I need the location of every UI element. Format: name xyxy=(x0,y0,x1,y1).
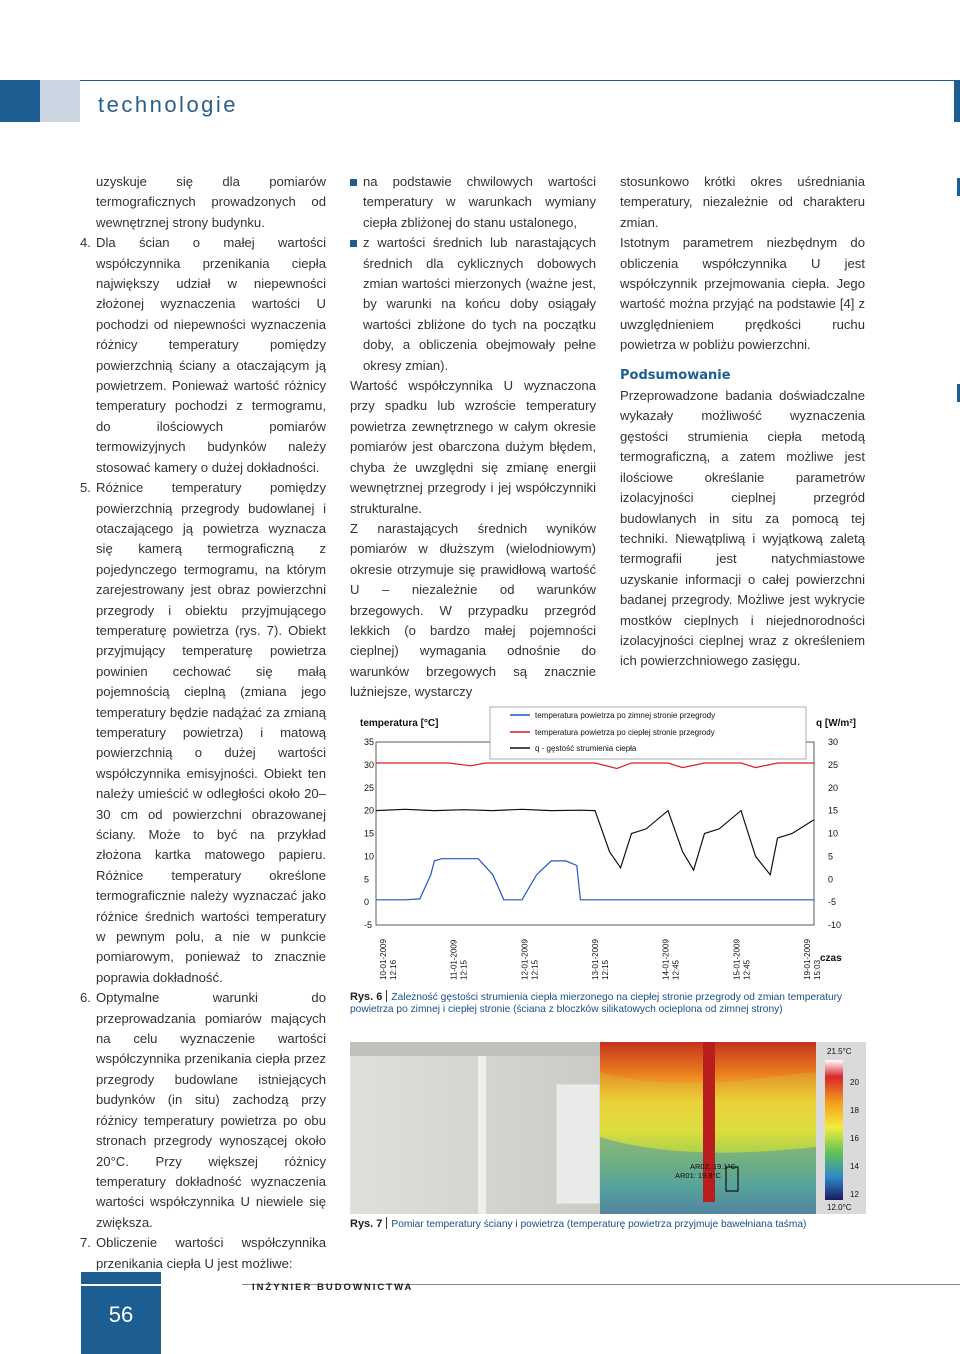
y-tick-label: -5 xyxy=(364,920,373,930)
paragraph: uzyskuje się dla pomiarów termograficznych prowadzonych od wewnętrznej strony budynku. xyxy=(96,174,326,230)
header-right-bar xyxy=(954,80,960,122)
y-tick-label: 5 xyxy=(364,874,370,885)
text-column-2 xyxy=(350,172,596,703)
y-tick-label: 20 xyxy=(364,805,375,816)
y2-tick-label: 25 xyxy=(828,759,839,770)
y2-tick-label: -5 xyxy=(828,897,837,908)
scale-min: 12.0°C xyxy=(827,1203,852,1212)
paragraph: Z narastających średnich wyników pomiarów w dłuższym (wielodniowym) okresie otrzymuje się prawidłową wartość U – niezależnie od warunków brzegowych. W przypadku przegród lekkich (o bardzo małej pojemności cieplnej) wymagania odnośnie do warunków brzegowych są znacznie luźniejsze, wystarczy xyxy=(350,520,596,700)
page-number: 56 xyxy=(108,1302,134,1327)
bullet-item: na podstawie chwilowych wartości temperatury w warunkach wymiany ciepła zbliżonej do stanu ustalonego, xyxy=(350,172,596,233)
list-text: Różnice temperatury pomiędzy powierzchnią przegrody budowlanej i otaczającego ją powietrza wyznacza się kamerą termograficzną z pojedynczego termogramu, na którym zarejestrowany jest obraz powierzchni przegrody i obiektu przyjmującego temperaturę powietrza (rys. 7). Obiekt przyjmujący temperaturę powietrza powinien cechować się małą pojemnością cieplną (zmiana jego temperatury będzie nadążać za zmianą temperatury powietrza) i matową powierzchnią o dużej wartości współczynnika emisyjności. Obiekt ten należy umieścić w odległości około 20–30 cm od powierzchni obrazowanej ściany. Może to być na przykład złożona kartka matowego papieru. Różnice temperatury określone termograficznie należy wyznaczać jako różnice średnich wartości temperatury w pewnym polu, a nie w punkcie pomiarowym, ponieważ to znacznie poprawia dokładność. xyxy=(96,480,326,985)
magazine-title: INŻYNIER BUDOWNICTWA xyxy=(252,1282,414,1293)
scale-tick: 14 xyxy=(850,1162,859,1171)
scale-tick: 16 xyxy=(850,1134,859,1143)
list-number: 5. xyxy=(80,480,91,496)
list-number: 4. xyxy=(80,235,91,251)
x-axis-label: czas xyxy=(820,953,842,964)
window xyxy=(556,1084,600,1204)
header-band-light xyxy=(40,80,80,122)
legend-entry: temperatura powietrza po ciepłej stronie przegrody xyxy=(535,728,715,737)
page-number-box-top xyxy=(81,1272,161,1286)
caption-label: Rys. 6 xyxy=(350,991,383,1003)
list-text: Dla ścian o małej wartości współczynnika przenikania ciepła największy udział w niepewności złożonej wyznaczenia wartości U pochodzi od niepewności wyznaczenia różnicy temperatury pomiędzy powierzchnią ściany a otaczającym ją powietrzem. Ponieważ wartość różnicy temperatury pochodzi z termogramu, do ilościowych pomiarów termowizyjnych budynków należy stosować kamery o dużej dokładności. xyxy=(96,235,326,475)
list-number: 6. xyxy=(80,990,91,1006)
caption-text: Pomiar temperatury ściany i powietrza (temperaturę powietrza przyjmuje bawełniana taśma) xyxy=(391,1219,807,1230)
thermogram-svg xyxy=(350,1042,866,1214)
section-title: technologie xyxy=(98,92,239,117)
y2-tick-label: 5 xyxy=(828,851,834,862)
x-tick-label: 12:15 xyxy=(530,959,540,980)
pipe xyxy=(478,1056,486,1214)
y-tick-label: 35 xyxy=(364,737,375,747)
y-tick-label: 0 xyxy=(364,897,370,908)
list-text: Obliczenie wartości współczynnika przenikania ciepła U jest możliwe: xyxy=(96,1235,326,1271)
y-axis-label: temperatura [°C] xyxy=(360,718,439,729)
list-item xyxy=(80,478,326,988)
y2-tick-label: -10 xyxy=(828,920,842,930)
legend-entry: temperatura powietrza po zimnej stronie przegrody xyxy=(535,711,716,720)
y2-axis-label: q [W/m²] xyxy=(816,718,856,729)
scale-max: 21.5°C xyxy=(827,1047,852,1056)
bullet-item: z wartości średnich lub narastających średnich dla cyklicznych dobowych zmian wartości mierzonych (ważne jest, by warunki na końcu doby osiągały wartości zbliżone do tych na początku doby, a obliczenia obejmowały pełne okresy zmian). xyxy=(350,233,596,376)
x-tick-label: 11-01-2009 xyxy=(449,939,459,980)
scale-tick: 20 xyxy=(850,1078,859,1087)
y-tick-label: 30 xyxy=(364,759,375,770)
x-tick-label: 12:45 xyxy=(671,959,681,980)
x-tick-label: 15:03 xyxy=(813,959,822,980)
section-heading: Podsumowanie xyxy=(620,367,731,383)
x-tick-label: 12:15 xyxy=(459,959,469,980)
figure-7-caption xyxy=(350,1217,870,1231)
y-tick-label: 15 xyxy=(364,828,375,839)
legend-entry: q - gęstość strumienia ciepła xyxy=(535,744,637,753)
y2-tick-label: 10 xyxy=(828,828,839,839)
chart-svg xyxy=(350,704,866,986)
scale-tick: 18 xyxy=(850,1106,859,1115)
paragraph: Przeprowadzone badania doświadczalne wykazały możliwość wyznaczenia gęstości strumienia ciepła metodą termograficzną, a zatem możliwe jest ilościowe określanie parametrów izolacyjności cieplnej przegród budowlanych in situ za pomocą tej techniki. Niewątpliwą i wyjątkową zaletą termografii jest natychmiastowe uzyskanie informacji o całej powierzchni badanej przegrody. Możliwe jest wykrycie mostków cieplnych i niejednorodności izolacyjności cieplnej wraz z określeniem ich powierzchniowego zasięgu. xyxy=(620,388,865,669)
text-column-3 xyxy=(620,172,865,672)
header-band-dark xyxy=(0,80,40,122)
x-tick-label: 19-01-2009 xyxy=(803,939,812,980)
y-tick-label: 10 xyxy=(364,851,375,862)
x-tick-label: 15-01-2009 xyxy=(732,939,742,980)
figure-6-caption xyxy=(350,990,860,1016)
list-item xyxy=(80,988,326,1233)
figure-6-chart xyxy=(350,704,866,986)
x-tick-label: 12:16 xyxy=(389,959,398,980)
caption-separator xyxy=(386,1217,387,1229)
list-text: Optymalne warunki do przeprowadzania pomiarów mających na celu wyznaczenie wartości współczynnika przenikania ciepła przez przegrody budowlane istniejących budynków (in situ) zachodzą przy różnicy temperatury powietrza po obu stronach przegrody wynoszącej około 20°C. Przy większej różnicy temperatury dokładność wyznaczenia wartości współczynnika U niewiele się zwiększa. xyxy=(96,990,326,1230)
list-item xyxy=(80,233,326,478)
y-tick-label: 25 xyxy=(364,782,375,793)
x-tick-label: 12-01-2009 xyxy=(520,939,530,980)
list-number: 7. xyxy=(80,1235,91,1251)
list-item xyxy=(80,1233,326,1274)
x-tick-label: 10-01-2009 xyxy=(379,939,388,980)
paragraph: Istotnym parametrem niezbędnym do obliczenia współczynnika U jest współczynnik przejmowania ciepła. Jego wartość można przyjąć na podstawie [4] z uwzględnieniem prędkości ruchu powietrza w pobliżu powierzchni. xyxy=(620,235,865,353)
y2-tick-label: 0 xyxy=(828,874,834,885)
caption-label: Rys. 7 xyxy=(350,1218,383,1230)
y2-tick-label: 15 xyxy=(828,805,839,816)
y2-tick-label: 20 xyxy=(828,782,839,793)
caption-text: Zależność gęstości strumienia ciepła mierzonego na ciepłej stronie przegrody od zmian temperatury powietrza po zimnej i ciepłej stronie (ściana z bloczków silikatowych ocieplona od zimnej strony) xyxy=(350,992,843,1015)
x-tick-label: 12:15 xyxy=(601,959,610,980)
paragraph: Wartość współczynnika U wyznaczona przy spadku lub wzroście temperatury powietrza zewnętrznego w całym okresie pomiarów jest obarczona dużym błędem, chyba że uwzględni się zmianę energii wewnętrznej przegrody i jej współczynniki strukturalne. xyxy=(350,378,596,516)
figure-7-thermogram xyxy=(350,1042,866,1214)
ceiling-shadow xyxy=(350,1042,600,1056)
header-rule xyxy=(80,80,960,81)
text-column-1 xyxy=(80,172,326,1274)
paragraph: stosunkowo krótki okres uśredniania temperatury, niezależnie od charakteru zmian. xyxy=(620,174,865,230)
scale-tick: 12 xyxy=(850,1190,859,1199)
ar01-readout: AR01: 19.8°C xyxy=(675,1171,721,1180)
x-tick-label: 13-01-2009 xyxy=(591,939,600,980)
ar02-readout: AR02: 19.1°C xyxy=(690,1162,736,1171)
x-tick-label: 14-01-2009 xyxy=(661,939,671,980)
caption-separator xyxy=(386,990,387,1002)
y2-tick-label: 30 xyxy=(828,737,839,747)
color-scale-bar xyxy=(825,1060,843,1200)
chart-legend xyxy=(490,707,806,759)
x-tick-label: 12:45 xyxy=(742,959,752,980)
